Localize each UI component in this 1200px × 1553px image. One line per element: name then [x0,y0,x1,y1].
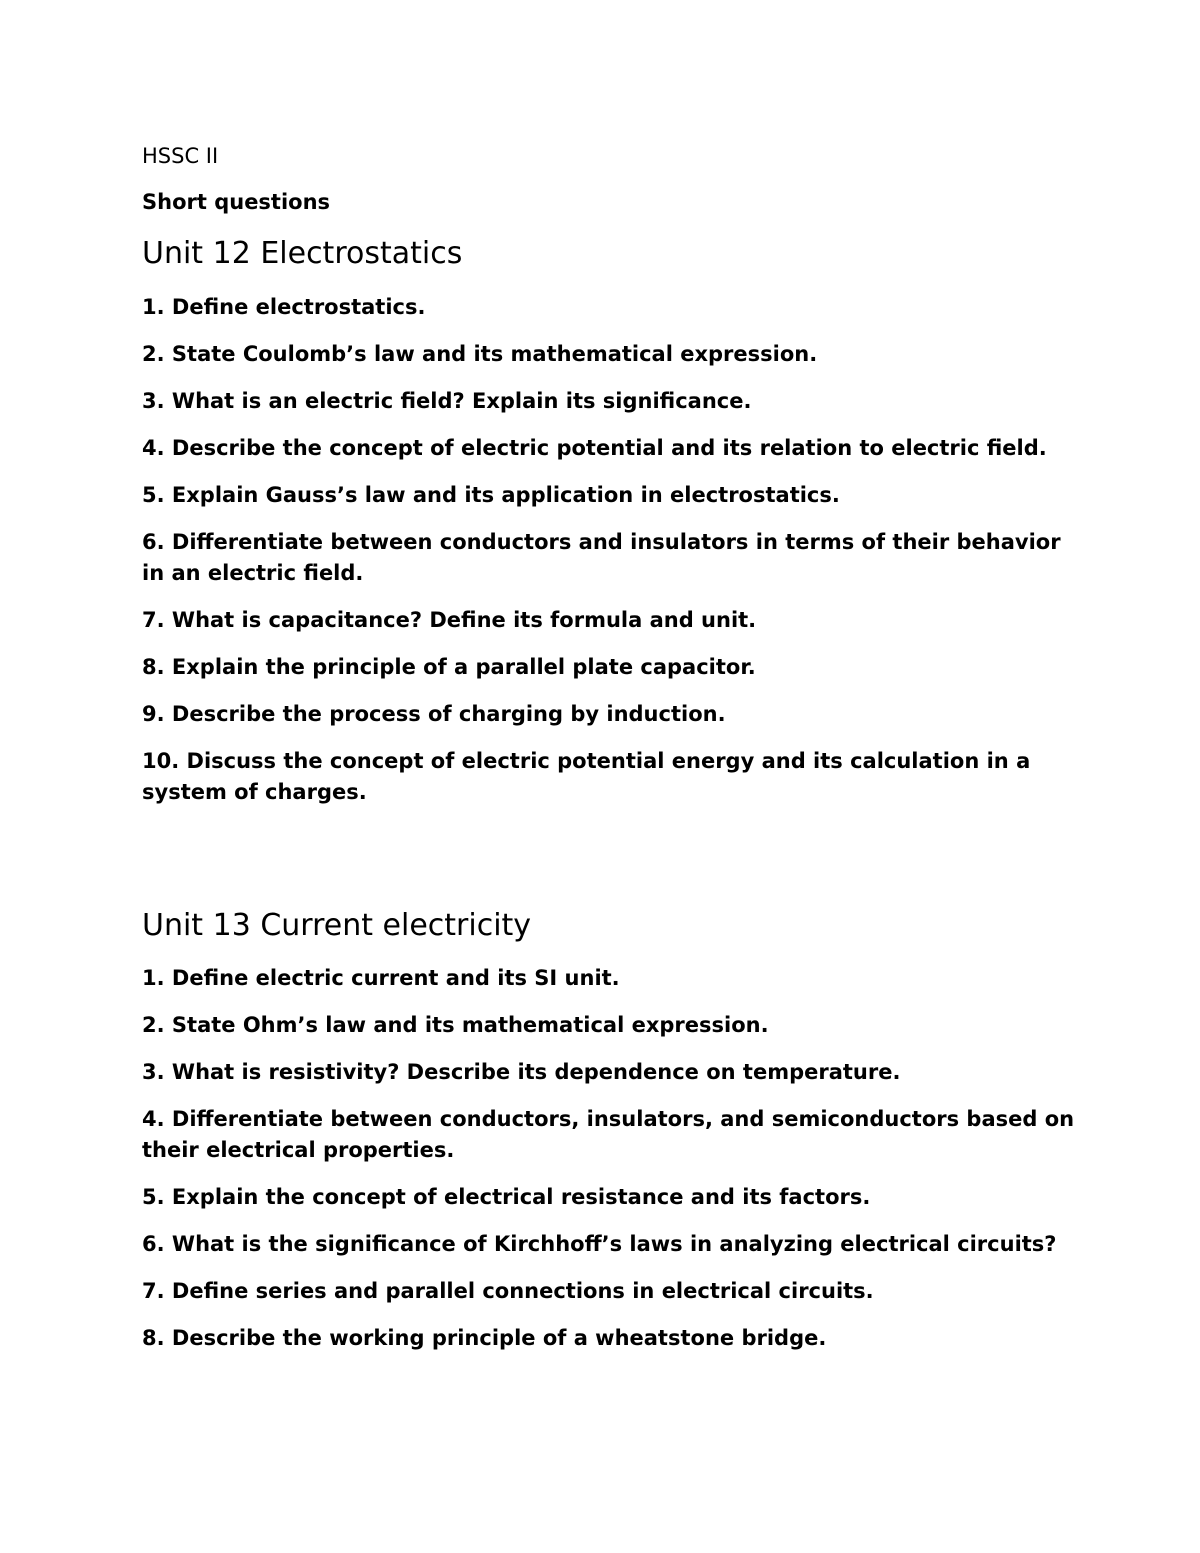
question-item: 8. Describe the working principle of a wheatstone bridge. [142,1326,827,1350]
question-item: 4. Differentiate between conductors, insulators, and semiconductors based on their electrical properties. [142,1107,1075,1162]
question-item: 3. What is an electric field? Explain its significance. [142,389,752,413]
unit-12-question-list [142,292,1082,824]
question-item: 6. Differentiate between conductors and insulators in terms of their behavior in an electric field. [142,530,1061,585]
question-item: 2. State Ohm’s law and its mathematical expression. [142,1013,769,1037]
class-label: HSSC II [142,144,219,168]
question-item: 2. State Coulomb’s law and its mathematical expression. [142,342,818,366]
question-item: 5. Explain the concept of electrical resistance and its factors. [142,1185,871,1209]
question-item: 1. Define electric current and its SI unit. [142,966,620,990]
question-item: 9. Describe the process of charging by induction. [142,702,726,726]
question-item: 3. What is resistivity? Describe its dependence on temperature. [142,1060,901,1084]
document-subtitle: Short questions [142,190,331,214]
unit-13-question-list [142,963,1082,1370]
question-item: 4. Describe the concept of electric potential and its relation to electric field. [142,436,1047,460]
question-item: 6. What is the significance of Kirchhoff’s laws in analyzing electrical circuits? [142,1232,1057,1256]
question-item: 5. Explain Gauss’s law and its application in electrostatics. [142,483,840,507]
unit-12-heading: Unit 12 Electrostatics [142,236,463,271]
question-item: 1. Define electrostatics. [142,295,426,319]
question-item: 7. Define series and parallel connections in electrical circuits. [142,1279,874,1303]
question-item: 8. Explain the principle of a parallel plate capacitor. [142,655,756,679]
question-item: 7. What is capacitance? Define its formula and unit. [142,608,757,632]
question-item: 10. Discuss the concept of electric potential energy and its calculation in a system of charges. [142,749,1031,804]
unit-13-heading: Unit 13 Current electricity [142,908,532,943]
